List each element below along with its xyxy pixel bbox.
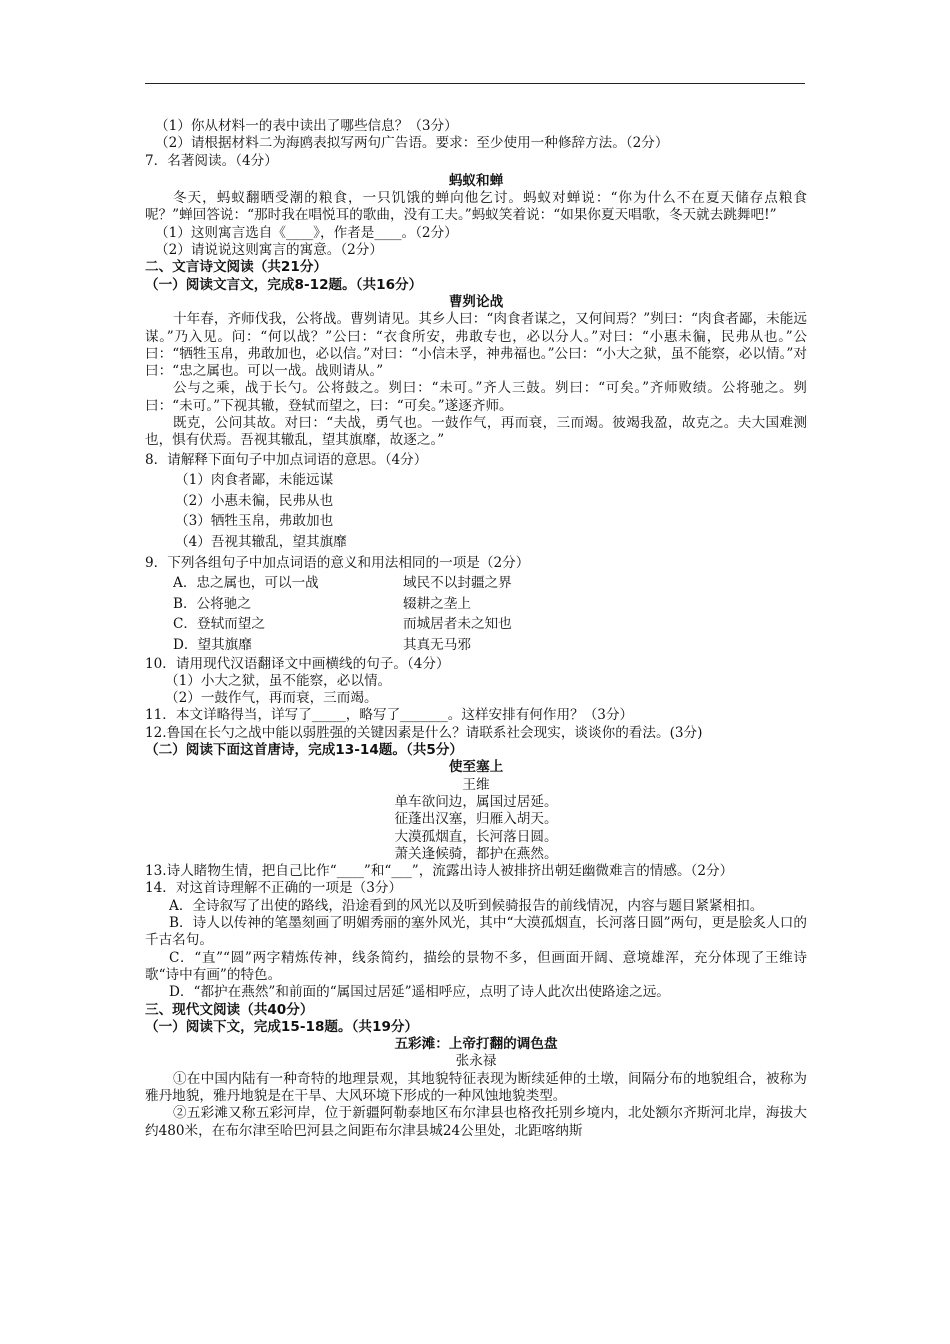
question-12: 12.鲁国在长勺之战中能以弱胜强的关键因素是什么？请联系社会现实，谈谈你的看法。(3分) — [145, 724, 703, 741]
question-10-2: （2）一鼓作气，再而衰，三而竭。 — [165, 690, 378, 707]
poem-line-2: 征蓬出汉塞，归雁入胡天。 — [394, 811, 558, 828]
question-13: 13.诗人睹物生情，把自己比作“____”和“___”，流露出诗人被排挤出朝廷幽微难言的情感。（2分） — [145, 863, 734, 880]
fable-text: 冬天，蚂蚁翻晒受潮的粮食，一只饥饿的蝉向他乞讨。蚂蚁对蝉说：“你为什么不在夏天储存点粮食呢？”蝉回答说：“那时我在唱悦耳的歌曲，没有工夫。”蚂蚁笑着说：“如果你夏天唱歌，冬天就去跳舞吧!” — [145, 190, 807, 224]
question-14-a: A．全诗叙写了出使的路线，沿途看到的风光以及听到候骑报告的前线情况，内容与题目紧紧相扣。 — [169, 897, 764, 914]
exam-page — [145, 118, 807, 1140]
option-d — [145, 635, 807, 656]
question-8-1: （1）肉食者鄙，未能远谋 — [175, 472, 334, 489]
question-8: 8．请解释下面句子中加点词语的意思。（4分） — [145, 451, 428, 468]
question-8-3: （3）牺牲玉帛，弗敢加也 — [175, 513, 334, 530]
cao-paragraph-3: 既克，公问其故。对曰：“夫战，勇气也。一鼓作气，再而衰，三而竭。彼竭我盈，故克之。夫大国难测也，惧有伏焉。吾视其辙乱，望其旗靡，故逐之。” — [145, 415, 807, 449]
poem-line-1: 单车欲问边，属国过居延。 — [394, 793, 558, 810]
option-b — [145, 594, 807, 615]
poem-author: 王维 — [462, 776, 490, 793]
header-rule — [145, 83, 805, 84]
question-8-2: （2）小惠未徧，民弗从也 — [175, 492, 334, 509]
wucai-paragraph-1: ①在中国内陆有一种奇特的地理景观，其地貌特征表现为断续延伸的土墩，间隔分布的地貌组合，被称为雅丹地貌，雅丹地貌是在干旱、大风环境下形成的一种风蚀地貌类型。 — [145, 1070, 807, 1104]
cao-paragraph-1: 十年春，齐师伐我，公将战。曹刿请见。其乡人曰：“肉食者谋之，又何间焉？”刿曰：“肉食者鄙，未能远谋。”乃入见。问：“何以战？”公曰：“衣食所安，弗敢专也，必以分人。”对曰：“小惠未徧，民弗从也。”公曰：“牺牲玉帛，弗敢加也，必以信。”对曰：“小信未孚，神弗福也。”公曰：“小大之狱，虽不能察，必以情。”对曰：“忠之属也。可以一战。战则请从。” — [145, 311, 807, 380]
question-11: 11．本文详略得当，详写了_____，略写了_______。这样安排有何作用？（3分） — [145, 707, 634, 724]
poem-title: 使至塞上 — [448, 759, 504, 776]
question-8-4: （4）吾视其辙乱，望其旗靡 — [175, 534, 347, 551]
section-2-2-heading: （二）阅读下面这首唐诗，完成13-14题。（共5分） — [145, 742, 464, 759]
option-c — [145, 614, 807, 635]
option-d-left: D．望其旗靡 — [173, 636, 252, 653]
question-7: 7．名著阅读。（4分） — [145, 152, 278, 169]
poem-line-3: 大漠孤烟直，长河落日圆。 — [394, 828, 558, 845]
option-a — [145, 573, 807, 594]
option-c-left: C．登轼而望之 — [173, 616, 265, 633]
question-7-1: （1）这则寓言选自《____》，作者是____。（2分） — [155, 224, 458, 241]
fable-title: 蚂蚁和蝉 — [448, 172, 504, 189]
option-d-right: 其真无马邪 — [403, 636, 471, 653]
question-9: 9．下列各组句子中加点词语的意义和用法相同的一项是（2分） — [145, 554, 530, 571]
section-3-1-heading: （一）阅读下文，完成15-18题。（共19分） — [145, 1018, 419, 1035]
cao-title: 曹刿论战 — [448, 293, 504, 310]
question-7-2: （2）请说说这则寓言的寓意。（2分） — [155, 242, 383, 259]
section-2-1-heading: （一）阅读文言文，完成8-12题。（共16分） — [145, 276, 423, 293]
option-a-left: A．忠之属也，可以一战 — [173, 575, 319, 592]
option-b-right: 辍耕之垄上 — [403, 595, 471, 612]
option-a-right: 域民不以封疆之界 — [403, 575, 512, 592]
question-14-d: D．“都护在燕然”和前面的“属国过居延”遥相呼应，点明了诗人此次出使路途之远。 — [169, 984, 670, 1001]
question-10-1: （1）小大之狱，虽不能察，必以情。 — [165, 672, 392, 689]
section-2-heading: 二、文言诗文阅读（共21分） — [145, 259, 328, 276]
question-14-c: C．“直”“圆”两字精炼传神，线条简约，描绘的景物不多，但画面开阔、意境雄浑，充分体现了王维诗歌“诗中有画”的特色。 — [145, 949, 807, 983]
option-c-right: 而城居者未之知也 — [403, 616, 512, 633]
option-b-left: B．公将驰之 — [173, 595, 251, 612]
question-14: 14．对这首诗理解不正确的一项是（3分） — [145, 880, 403, 897]
cao-paragraph-2: 公与之乘，战于长勺。公将鼓之。刿曰：“未可。”齐人三鼓。刿曰：“可矣。”齐师败绩。公将驰之。刿曰：“未可。”下视其辙，登轼而望之，曰：“可矣。”遂逐齐师。 — [145, 380, 807, 414]
question-6-1: （1）你从材料一的表中读出了哪些信息？（3分） — [155, 118, 458, 134]
section-3-heading: 三、现代文阅读（共40分） — [145, 1001, 314, 1018]
wucai-title: 五彩滩：上帝打翻的调色盘 — [394, 1036, 558, 1053]
question-14-b: B．诗人以传神的笔墨刻画了明媚秀丽的塞外风光，其中“大漠孤烟直，长河落日圆”两句，更是脍炙人口的千古名句。 — [145, 915, 807, 949]
wucai-paragraph-2: ②五彩滩又称五彩河岸，位于新疆阿勒泰地区布尔津县也格孜托别乡境内，北处额尔齐斯河北岸，海拔大约480米，在布尔津至哈巴河县之间距布尔津县城24公里处，北距喀纳斯 — [145, 1105, 807, 1139]
wucai-author: 张永禄 — [455, 1053, 497, 1070]
question-6-2: （2）请根据材料二为海鸥表拟写两句广告语。要求：至少使用一种修辞方法。（2分） — [155, 135, 669, 152]
poem-line-4: 萧关逢候骑，都护在燕然。 — [394, 845, 558, 862]
question-10: 10．请用现代汉语翻译文中画横线的句子。（4分） — [145, 655, 450, 672]
